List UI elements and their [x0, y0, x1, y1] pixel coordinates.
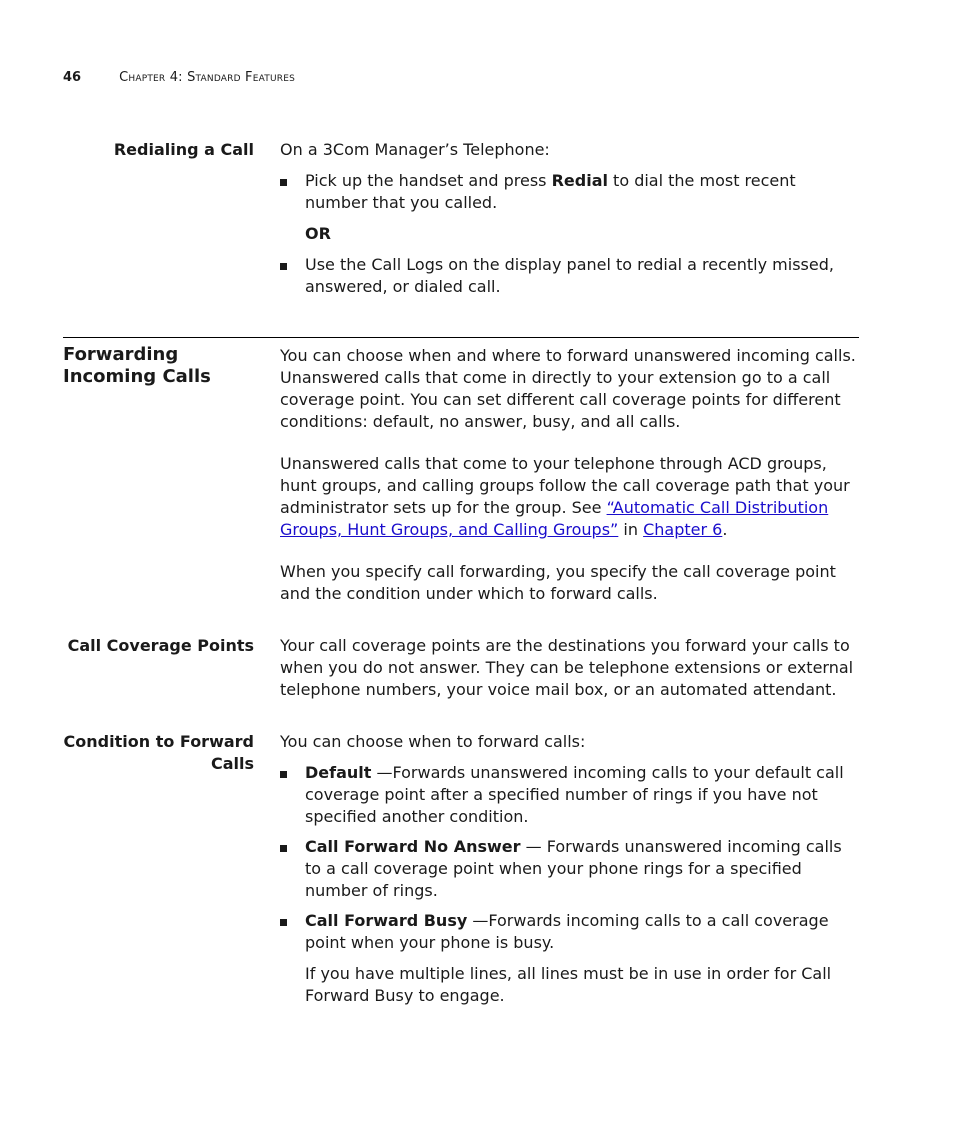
link-chapter-6[interactable]: Chapter 6: [643, 520, 723, 539]
or-label: OR: [305, 224, 331, 243]
coverage-text: Your call coverage points are the destinations you forward your calls to when you do not answer. They can be telephone extensions or external telephone numbers, your voice mail box, or an automated attendant.: [280, 636, 854, 699]
running-header: [63, 67, 295, 89]
bullet-item: Pick up the handset and press Redial to dial the most recent number that you called.: [280, 170, 860, 214]
heading-coverage: Call Coverage Points: [67, 636, 254, 655]
paragraph: Unanswered calls that come to your telephone through ACD groups, hunt groups, and calling groups follow the call coverage path that your administrator sets up for the group. See “Automatic Call Distribution Groups, Hunt Groups, and Calling Groups” in Chapter 6.: [280, 454, 850, 539]
paragraph: When you specify call forwarding, you specify the call coverage point and the condition under which to forward calls.: [280, 562, 836, 603]
paragraph: You can choose when and where to forward unanswered incoming calls. Unanswered calls that come in directly to your extension go to a call coverage point. You can set different call coverage points for different conditions: default, no answer, busy, and all calls.: [280, 346, 856, 431]
heading-condition: Condition to Forward Calls: [63, 732, 254, 773]
note: If you have multiple lines, all lines must be in use in order for Call Forward Busy to engage.: [305, 964, 832, 1005]
bullet-item: Default —Forwards unanswered incoming calls to your default call coverage point after a specified number of rings if you have not specified another condition.: [280, 762, 860, 828]
heading-redialing: Redialing a Call: [113, 140, 254, 159]
link-acd-groups[interactable]: “Automatic Call Distribution Groups, Hunt Groups, and Calling Groups”: [280, 498, 829, 539]
bullet-item: Use the Call Logs on the display panel to redial a recently missed, answered, or dialed call.: [280, 254, 860, 298]
heading-forwarding: Forwarding Incoming Calls: [63, 344, 211, 387]
bullet-item: Call Forward No Answer — Forwards unanswered incoming calls to a call coverage point when your phone rings for a specified number of rings.: [280, 836, 860, 902]
forwarding-section: [280, 345, 860, 605]
condition-intro: You can choose when to forward calls:: [280, 732, 586, 751]
chapter-title: Chapter 4: Standard Features: [119, 70, 296, 85]
section-divider: [63, 337, 859, 338]
redial-section: [280, 139, 860, 298]
condition-section: [280, 731, 860, 1007]
page-number: 46: [63, 70, 82, 85]
bullet-item: Call Forward Busy —Forwards incoming calls to a call coverage point when your phone is busy.: [280, 910, 860, 954]
redial-intro: On a 3Com Manager’s Telephone:: [280, 140, 550, 159]
